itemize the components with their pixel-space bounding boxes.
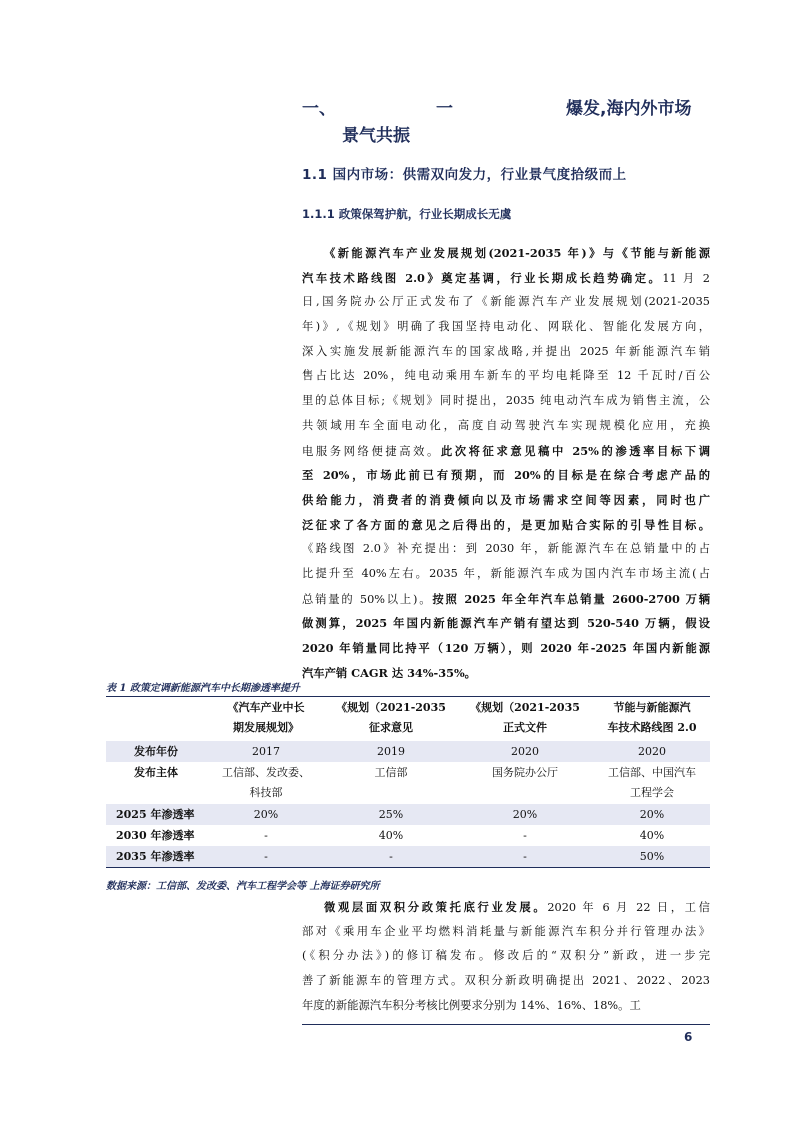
footer-rule (302, 1024, 710, 1025)
table-cell: - (523, 850, 527, 863)
body-text: (《积分办法》)的修订稿发布。修改后的“双积分”新政，进一步完 (302, 949, 710, 963)
paragraph-line (302, 290, 710, 315)
paragraph-line (302, 414, 710, 439)
body-text: 售占比达 20%，纯电动乘用车新车的平均电耗降至 12 千瓦时/百公 (302, 369, 710, 383)
table-top-rule (106, 696, 710, 697)
body-text: 部对《乘用车企业平均燃料消耗量与新能源汽车积分并行管理办法》 (302, 924, 710, 938)
table-cell: 2020 (511, 745, 539, 758)
table-header-2: 《规划（2021-2035 征求意见 (336, 701, 446, 734)
paragraph-line (302, 944, 710, 969)
paragraph-line (302, 611, 710, 636)
table-source: 数据来源：工信部、发改委、汽车工程学会等 上海证券研究所 (106, 881, 380, 892)
bold-text: 此次将征求意见稿中 25%的渗透率目标下调 (440, 443, 710, 458)
bold-text: 泛征求了各方面的意见之后得出的，是更加贴合实际的引导性目标。 (302, 517, 710, 532)
table-bottom-rule (106, 867, 710, 868)
table-cell: 40% (378, 829, 404, 842)
paragraph-line (302, 364, 710, 389)
paragraph-line (302, 920, 710, 945)
table-header-3: 《规划（2021-2035 正式文件 (470, 701, 580, 734)
body-text: 善了新能源车的管理方式。双积分新政明确提出 2021、2022、2023 (302, 974, 710, 988)
paragraph-line (302, 969, 710, 994)
table-cell: 20% (639, 808, 665, 821)
subsection-heading: 1.1 国内市场：供需双向发力，行业景气度拾级而上 (302, 167, 627, 183)
table-cell: 2019 (377, 745, 405, 758)
paragraph-line (302, 537, 710, 562)
body-text: 电服务网络便捷高效。 (302, 444, 441, 458)
paragraph-line (302, 661, 710, 686)
table-caption: 表 1 政策定调新能源汽车中长期渗透率提升 (106, 683, 300, 694)
table-cell: 20% (253, 808, 279, 821)
row-label-2025: 2025 年渗透率 (116, 808, 195, 821)
row-label-2035: 2035 年渗透率 (116, 850, 195, 863)
bold-text: 微观层面双积分政策托底行业发展。 (324, 900, 548, 914)
page-number: 6 (684, 1030, 693, 1044)
body-text: 年度的新能源汽车积分考核比例要求分别为 14%、16%、18%。工 (302, 998, 641, 1012)
bold-text: 2020 年销量同比持平（120 万辆），则 2020 年-2025 年国内新能源 (302, 641, 710, 655)
body-text: 2020 年 6 月 22 日，工信 (547, 901, 710, 914)
body-text: 日,国务院办公厅正式发布了《新能源汽车产业发展规划(2021-2035 (302, 295, 710, 309)
table-header-1: 《汽车产业中长 期发展规划》 (227, 701, 305, 734)
bold-text: 至 20%，市场此前已有预期，而 20%的目标是在综合考虑产品的 (302, 468, 710, 483)
paragraph-line (302, 562, 710, 587)
body-text: 深入实施发展新能源汽车的国家战略,并提出 2025 年新能源汽车销 (302, 344, 710, 358)
section-number: 一、 (302, 99, 336, 119)
paragraph-line (302, 587, 710, 612)
table-header-4: 节能与新能源汽 车技术路线图 2.0 (607, 701, 697, 734)
table-cell: 国务院办公厅 (492, 766, 558, 779)
paragraph-line (302, 266, 710, 291)
body-text: 11 月 2 (662, 271, 710, 285)
paragraph-line (302, 895, 710, 920)
body-text: 共领域用车全面电动化，高度自动驾驶汽车实现规模化应用，充换 (302, 418, 710, 432)
body-text: 比提升至 40%左右。2035 年，新能源汽车成为国内汽车市场主流(占 (302, 566, 710, 580)
bold-text: 《新能源汽车产业发展规划(2021-2035 年)》与《节能与新能源 (324, 246, 710, 260)
table-cell: 40% (639, 829, 665, 842)
table-cell: 2017 (252, 745, 280, 758)
table-cell: 工信部、中国汽车 工程学会 (608, 766, 696, 799)
table-cell: 工信部 (374, 766, 408, 779)
table-cell: 2020 (638, 745, 666, 758)
subsubsection-heading: 1.1.1 政策保驾护航，行业长期成长无虞 (302, 207, 512, 221)
paragraph-line (302, 241, 710, 266)
section-title-tail: 爆发,海内外市场 (566, 99, 692, 119)
paragraph-line (302, 389, 710, 414)
paragraph-line (302, 513, 710, 538)
table-cell: 50% (639, 850, 665, 863)
paragraph-line (302, 994, 710, 1019)
table-cell: - (264, 829, 268, 842)
paragraph-line (302, 463, 710, 488)
row-label-2030: 2030 年渗透率 (116, 829, 195, 842)
table-cell: - (389, 850, 393, 863)
table-cell: 25% (378, 808, 404, 821)
table-cell: 工信部、发改委、 科技部 (222, 766, 310, 799)
body-text: 里的总体目标;《规划》同时提出，2035 纯电动汽车成为销售主流，公 (302, 394, 710, 408)
policy-paragraph (302, 241, 710, 685)
bold-text: 供给能力，消费者的消费倾向以及市场需求空间等因素，同时也广 (302, 492, 710, 507)
body-text: 年)》,《规划》明确了我国坚持电动化、网联化、智能化发展方向， (302, 320, 710, 334)
section-dash: 一 (436, 99, 453, 119)
body-text: 《路线图 2.0》补充提出：到 2030 年，新能源汽车在总销量中的占 (302, 542, 710, 556)
table-cell: - (264, 850, 268, 863)
section-title-line2: 景气共振 (342, 126, 410, 146)
paragraph-line (302, 315, 710, 340)
body-text: 总销量的 50%以上)。 (302, 592, 433, 606)
table-cell: 20% (512, 808, 538, 821)
paragraph-line (302, 636, 710, 661)
row-label-issuer: 发布主体 (134, 766, 178, 779)
bold-text: 做测算，2025 年国内新能源汽车产销有望达到 520-540 万辆，假设 (302, 616, 710, 631)
paragraph-line (302, 340, 710, 365)
bold-text: 汽车技术路线图 2.0》奠定基调，行业长期成长趋势确定。 (302, 270, 663, 285)
table-cell: - (523, 829, 527, 842)
row-label-year: 发布年份 (134, 745, 178, 758)
paragraph-line (302, 439, 710, 464)
dual-credit-paragraph (302, 895, 710, 1018)
bold-text: 汽车产销 CAGR 达 34%-35%。 (302, 665, 476, 680)
paragraph-line (302, 488, 710, 513)
bold-text: 按照 2025 年全年汽车总销量 2600-2700 万辆 (432, 591, 710, 606)
